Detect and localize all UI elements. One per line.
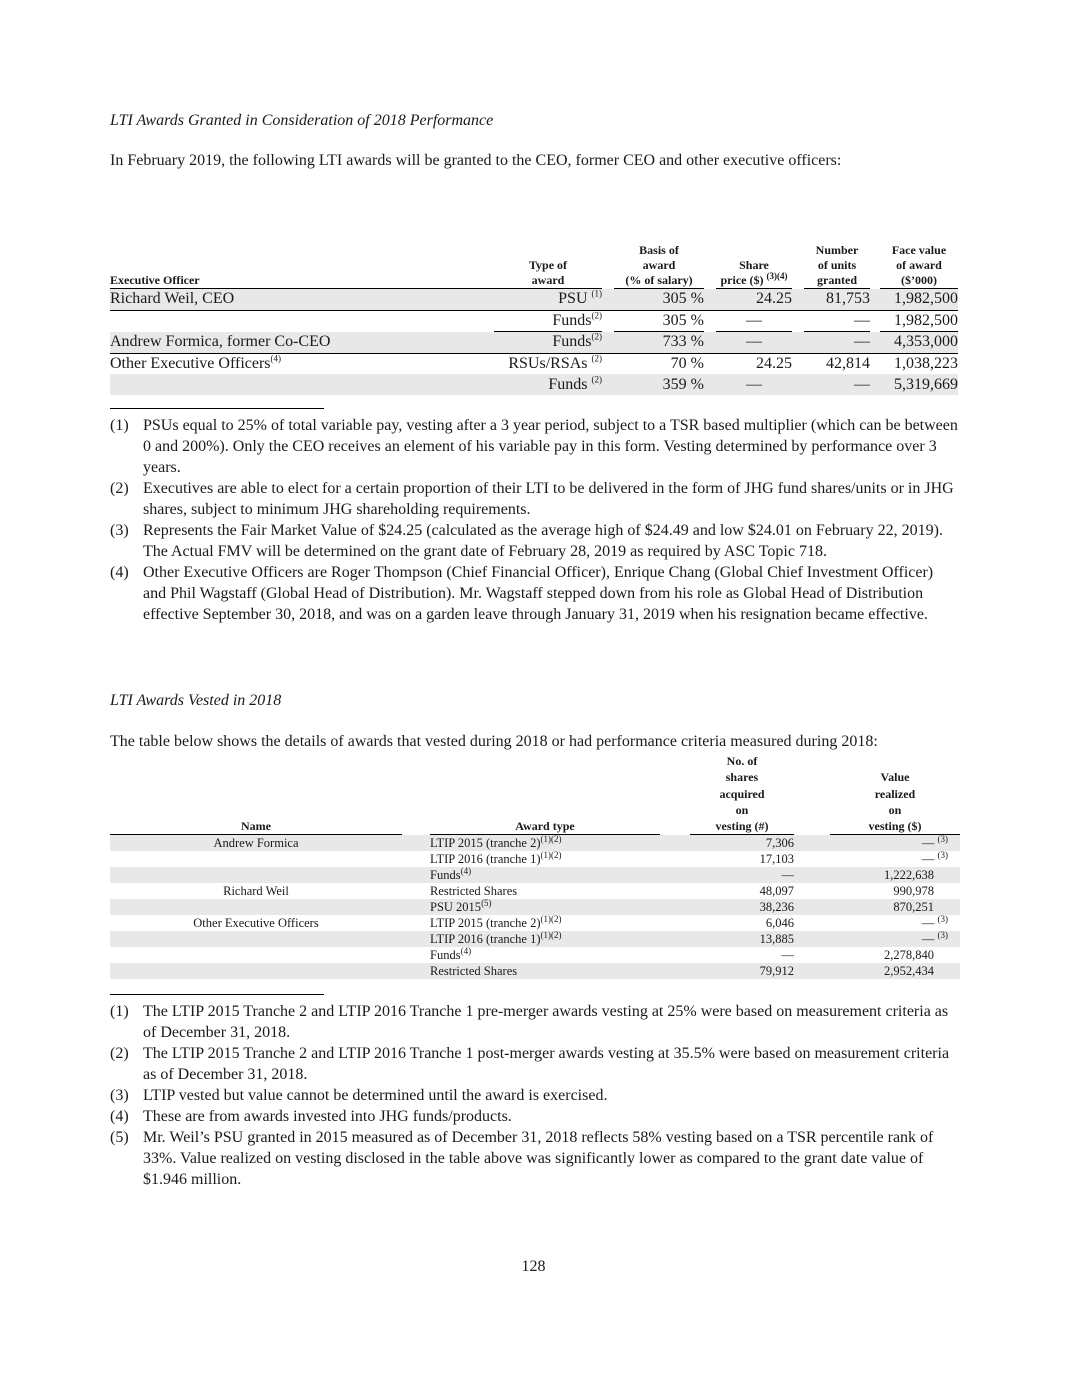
- value-cell: 2,278,840: [884, 948, 934, 963]
- footnote: (4) These are from awards invested into JHG funds/products.: [110, 1108, 512, 1125]
- shares-cell: 6,046: [765, 916, 794, 931]
- table-row: [110, 835, 960, 852]
- type-cell: Funds$^{(2)}$: [494, 310, 602, 332]
- type-cell: Funds$^{(2)}$: [494, 332, 602, 354]
- units-cell: 42,814: [826, 355, 870, 373]
- award-cell: Restricted Shares: [430, 963, 660, 979]
- footnote: (5) Mr. Weil’s PSU granted in 2015 measured as of December 31, 2018 reflects 58% vesting based on a TSR percentile rank of 33%. Value realized on vesting disclosed in the table above was significantly lower as compared to the grant date value of $1.946 million.: [110, 1129, 934, 1188]
- type-cell: RSUs/RSAs $^{(2)}$: [508, 353, 602, 373]
- section-intro-lti-vested: The table below shows the details of awards that vested during 2018 or had performance criteria measured during 2018:: [110, 733, 878, 750]
- footnote: (1) PSUs equal to 25% of total variable pay, vesting after a 3 year period, subject to a TSR based multiplier (which can be between 0 and 200%). Only the CEO receives an element of his variable pay in this form. Vesting determined by performance over 3 years.: [110, 417, 958, 476]
- shares-cell: 17,103: [759, 852, 794, 867]
- award-cell: PSU 2015$^{(5)}$: [430, 899, 660, 915]
- units-cell: —: [804, 374, 870, 395]
- table-row: [110, 353, 958, 374]
- shares-cell: 38,236: [690, 899, 794, 915]
- face-cell: 5,319,669: [880, 374, 958, 395]
- price-cell: 24.25: [716, 289, 792, 311]
- col-header-share-price: Share price ($) $^{(3)(4)}$: [716, 243, 792, 289]
- shares-cell: 7,306: [690, 835, 794, 852]
- value-cell: 1,222,638: [830, 867, 960, 883]
- price-cell: —: [716, 310, 792, 332]
- value-cell: 990,978: [893, 884, 934, 899]
- award-cell: LTIP 2016 (tranche 1)$^{(1)(2)}$: [430, 931, 660, 947]
- footnote: (3) LTIP vested but value cannot be determined until the award is exercised.: [110, 1087, 608, 1104]
- footnote: (2) Executives are able to elect for a certain proportion of their LTI to be delivered in the form of JHG fund shares/units or in JHG shares, subject to minimum JHG shareholding requirements.: [110, 480, 954, 518]
- name-cell: [110, 963, 402, 979]
- table-row: [110, 851, 960, 867]
- shares-cell: —: [690, 867, 794, 883]
- name-cell: Richard Weil: [223, 884, 289, 899]
- table-row: [110, 931, 960, 947]
- award-cell: Funds$^{(4)}$: [430, 946, 472, 963]
- col-header-value: Value realized on vesting ($): [830, 753, 960, 835]
- basis-cell: 733 %: [614, 332, 704, 354]
- table-row: [110, 883, 960, 899]
- footnote-divider: [110, 408, 324, 409]
- section-intro-lti-granted: In February 2019, the following LTI awards will be granted to the CEO, former CEO and other executive officers:: [110, 152, 842, 169]
- table-row: [110, 963, 960, 979]
- footnote-divider: [110, 994, 324, 995]
- lti-granted-table: [110, 243, 958, 395]
- face-cell: 4,353,000: [880, 332, 958, 354]
- name-cell: Other Executive Officers: [193, 916, 319, 931]
- section-title-lti-granted: LTI Awards Granted in Consideration of 2018 Performance: [110, 112, 494, 129]
- table-row: [110, 947, 960, 963]
- price-cell: 24.25: [756, 355, 792, 373]
- footnote: (2) The LTIP 2015 Tranche 2 and LTIP 2016 Tranche 1 post-merger awards vesting at 35.5% were based on measurement criteria as of December 31, 2018.: [110, 1045, 950, 1083]
- value-cell: — $^{(3)}$: [921, 850, 948, 867]
- footnotes-table1: [110, 415, 960, 625]
- lti-vested-table: [110, 753, 960, 979]
- officer-cell: Andrew Formica, former Co-CEO: [110, 332, 494, 354]
- table-row: [110, 332, 958, 354]
- shares-cell: 79,912: [690, 963, 794, 979]
- value-cell: — $^{(3)}$: [830, 931, 960, 947]
- footnote: (4) Other Executive Officers are Roger Thompson (Chief Financial Officer), Enrique Chang (Global Chief Investment Officer) and Phil Wagstaff (Global Head of Distribution). Mr. Wagstaff stepped down from his role as Global Head of Distribution effective September 30, 2018, and was on a garden leave through January 31, 2019 when his resignation became effective.: [110, 564, 934, 623]
- table-row: [110, 289, 958, 311]
- price-cell: —: [716, 374, 792, 395]
- name-cell: [110, 867, 402, 883]
- table-row: [110, 374, 958, 395]
- face-cell: 1,982,500: [880, 310, 958, 332]
- basis-cell: 305 %: [614, 310, 704, 332]
- table-row: [110, 310, 958, 332]
- value-cell: 870,251: [830, 899, 960, 915]
- price-cell: —: [716, 332, 792, 354]
- award-cell: LTIP 2015 (tranche 2)$^{(1)(2)}$: [430, 835, 660, 852]
- shares-cell: 13,885: [690, 931, 794, 947]
- col-header-type: Type of award: [494, 243, 602, 289]
- footnotes-table2: [110, 1001, 960, 1190]
- value-cell: 2,952,434: [830, 963, 960, 979]
- section-title-lti-vested: LTI Awards Vested in 2018: [110, 692, 282, 709]
- officer-cell: Richard Weil, CEO: [110, 289, 494, 311]
- award-cell: Restricted Shares: [430, 884, 518, 899]
- table-row: [110, 867, 960, 883]
- name-cell: [110, 931, 402, 947]
- col-header-basis: Basis of award (% of salary): [614, 243, 704, 289]
- units-cell: —: [804, 332, 870, 354]
- face-cell: 1,038,223: [894, 355, 958, 373]
- face-cell: 1,982,500: [880, 289, 958, 311]
- table-row: [110, 915, 960, 931]
- value-cell: — $^{(3)}$: [830, 835, 960, 852]
- col-header-face-value: Face value of award ($’000): [880, 243, 958, 289]
- col-header-shares: No. of shares acquired on vesting (#): [690, 753, 794, 835]
- type-cell: PSU $^{(1)}$: [494, 289, 602, 311]
- award-cell: LTIP 2016 (tranche 1)$^{(1)(2)}$: [430, 850, 562, 867]
- shares-cell: 48,097: [759, 884, 794, 899]
- officer-cell: [110, 310, 494, 332]
- officer-cell: [110, 374, 494, 395]
- name-cell: [110, 947, 402, 963]
- name-cell: Andrew Formica: [110, 835, 402, 852]
- name-cell: [110, 851, 402, 867]
- footnote: (3) Represents the Fair Market Value of $24.25 (calculated as the average high of $24.49 and low $24.01 on February 22, 2019). The Actual FMV will be determined on the grant date of February 28, 2019 as required by ASC Topic 718.: [110, 522, 943, 560]
- basis-cell: 305 %: [614, 289, 704, 311]
- footnote: (1) The LTIP 2015 Tranche 2 and LTIP 2016 Tranche 1 pre-merger awards vesting at 25% were based on measurement criteria as of December 31, 2018.: [110, 1003, 949, 1041]
- name-cell: [110, 899, 402, 915]
- page-number: 128: [521, 1258, 546, 1275]
- award-cell: LTIP 2015 (tranche 2)$^{(1)(2)}$: [430, 914, 562, 931]
- col-header-award-type: Award type: [430, 753, 660, 835]
- basis-cell: 70 %: [670, 355, 704, 373]
- col-header-units: Number of units granted: [804, 243, 870, 289]
- col-header-name: Name: [110, 753, 402, 835]
- officer-cell: Other Executive Officers$^{(4)}$: [110, 353, 282, 373]
- basis-cell: 359 %: [614, 374, 704, 395]
- units-cell: 81,753: [804, 289, 870, 311]
- units-cell: —: [804, 310, 870, 332]
- shares-cell: —: [781, 948, 794, 963]
- value-cell: — $^{(3)}$: [921, 914, 948, 931]
- award-cell: Funds$^{(4)}$: [430, 867, 660, 883]
- table-row: [110, 899, 960, 915]
- col-header-officer: Executive Officer: [110, 243, 494, 289]
- type-cell: Funds $^{(2)}$: [494, 374, 602, 395]
